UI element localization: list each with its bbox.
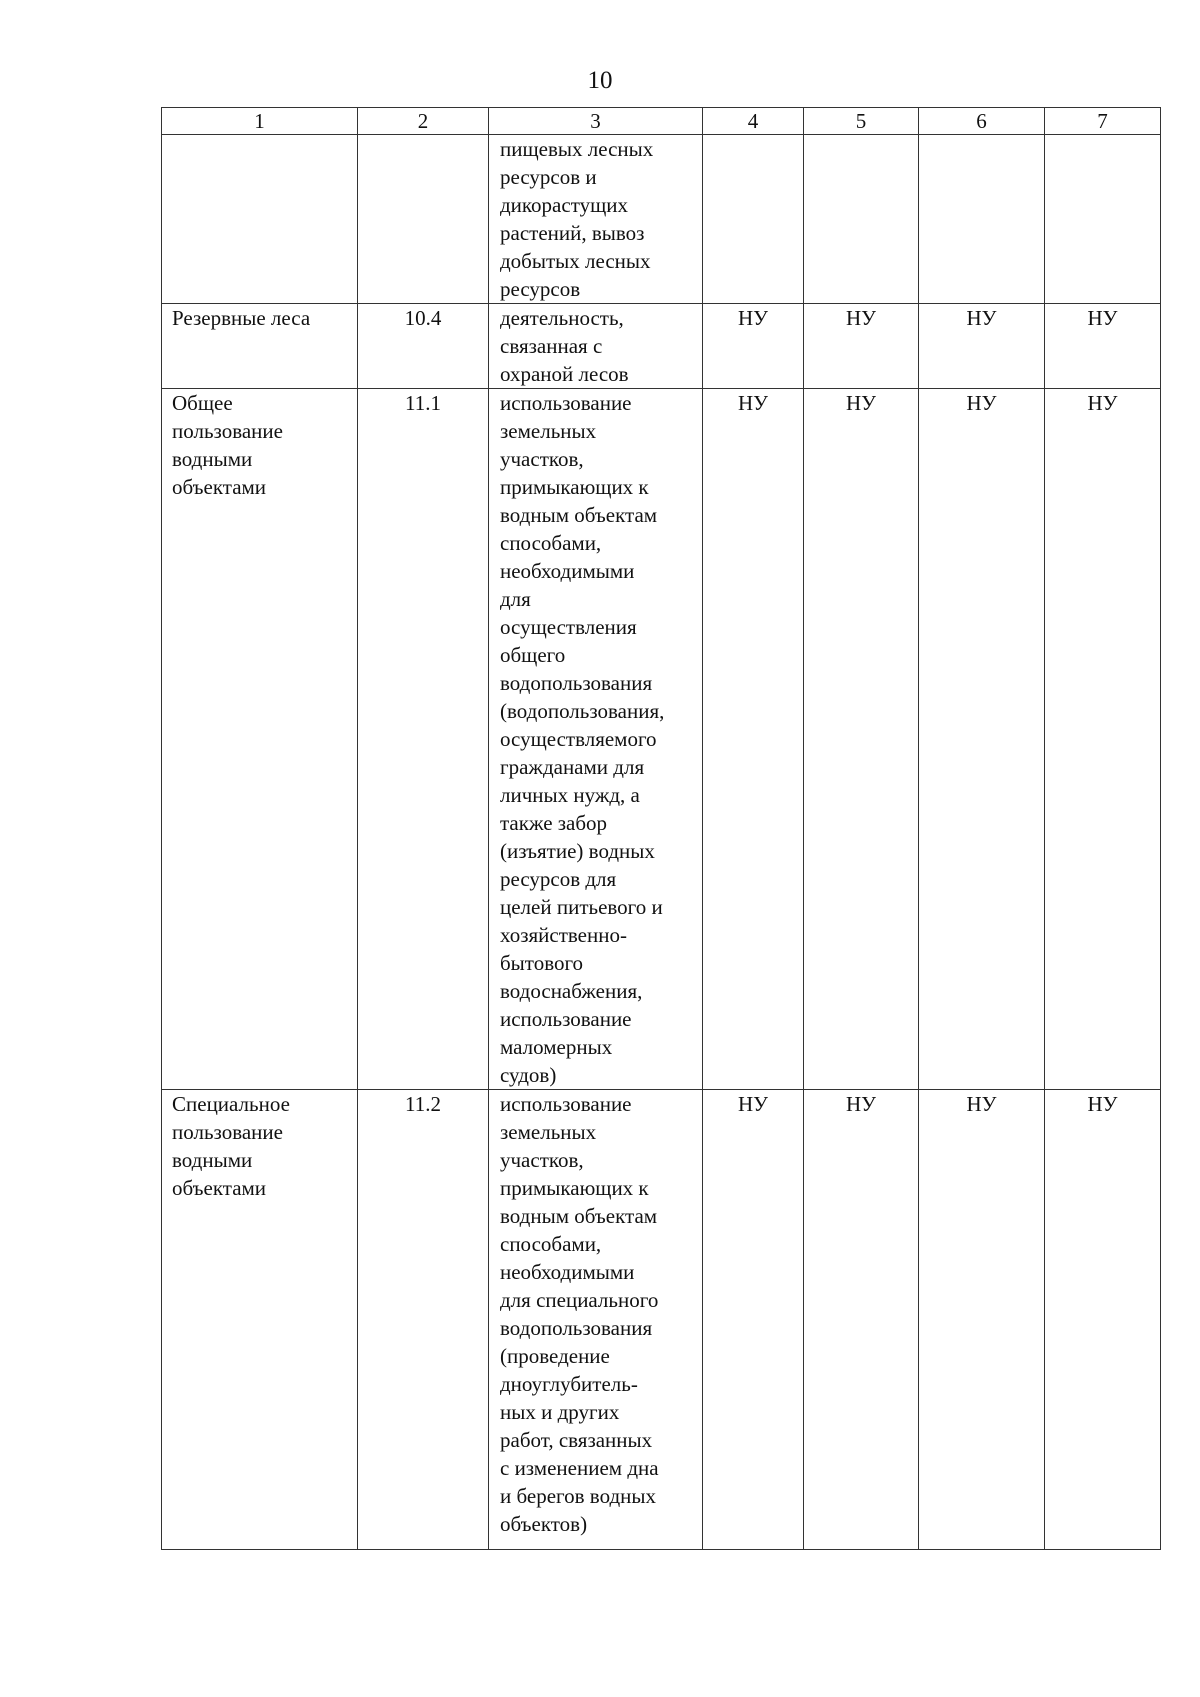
value-cell: НУ — [919, 389, 1045, 1090]
description-cell: пищевых лесных ресурсов и дикорастущих растений, вывоз добытых лесных ресурсов — [489, 135, 703, 304]
column-header: 4 — [703, 108, 804, 135]
description-cell: использование земельных участков, примыкающих к водным объектам способами, необходимыми для осуществления общего водопользования (водопользования, осуществляемого гражданами для личных нужд, а также забор (изъятие) водных ресурсов для целей питьевого и хозяйственно- бытового водоснабжения, использование маломерных судов) — [489, 389, 703, 1090]
land-use-name-cell — [162, 135, 358, 304]
land-use-name-cell: Резервные леса — [162, 304, 358, 389]
table-row — [162, 1090, 1161, 1550]
column-header: 5 — [804, 108, 919, 135]
value-cell — [804, 135, 919, 304]
value-cell: НУ — [703, 389, 804, 1090]
code-cell: 10.4 — [358, 304, 489, 389]
land-use-name-cell: Общее пользование водными объектами — [162, 389, 358, 1090]
column-header: 6 — [919, 108, 1045, 135]
value-cell — [919, 135, 1045, 304]
column-header: 3 — [489, 108, 703, 135]
value-cell: НУ — [919, 304, 1045, 389]
value-cell: НУ — [919, 1090, 1045, 1550]
value-cell: НУ — [1045, 389, 1161, 1090]
value-cell: НУ — [703, 304, 804, 389]
value-cell: НУ — [804, 1090, 919, 1550]
description-cell: деятельность, связанная с охраной лесов — [489, 304, 703, 389]
code-cell: 11.1 — [358, 389, 489, 1090]
column-header: 7 — [1045, 108, 1161, 135]
value-cell — [703, 135, 804, 304]
table-row — [162, 304, 1161, 389]
code-cell: 11.2 — [358, 1090, 489, 1550]
value-cell: НУ — [804, 304, 919, 389]
table-row — [162, 389, 1161, 1090]
value-cell: НУ — [1045, 304, 1161, 389]
column-header: 1 — [162, 108, 358, 135]
land-use-table — [161, 107, 1161, 1550]
description-cell: использование земельных участков, примыкающих к водным объектам способами, необходимыми для специального водопользования (проведение дноуглубитель- ных и других работ, связанных с изменением дна и берегов водных объектов) — [489, 1090, 703, 1550]
table-header-row — [162, 108, 1161, 135]
value-cell: НУ — [1045, 1090, 1161, 1550]
table-row — [162, 135, 1161, 304]
value-cell: НУ — [804, 389, 919, 1090]
value-cell: НУ — [703, 1090, 804, 1550]
land-use-name-cell: Специальное пользование водными объектами — [162, 1090, 358, 1550]
column-header: 2 — [358, 108, 489, 135]
value-cell — [1045, 135, 1161, 304]
code-cell — [358, 135, 489, 304]
page-number: 10 — [587, 67, 613, 94]
